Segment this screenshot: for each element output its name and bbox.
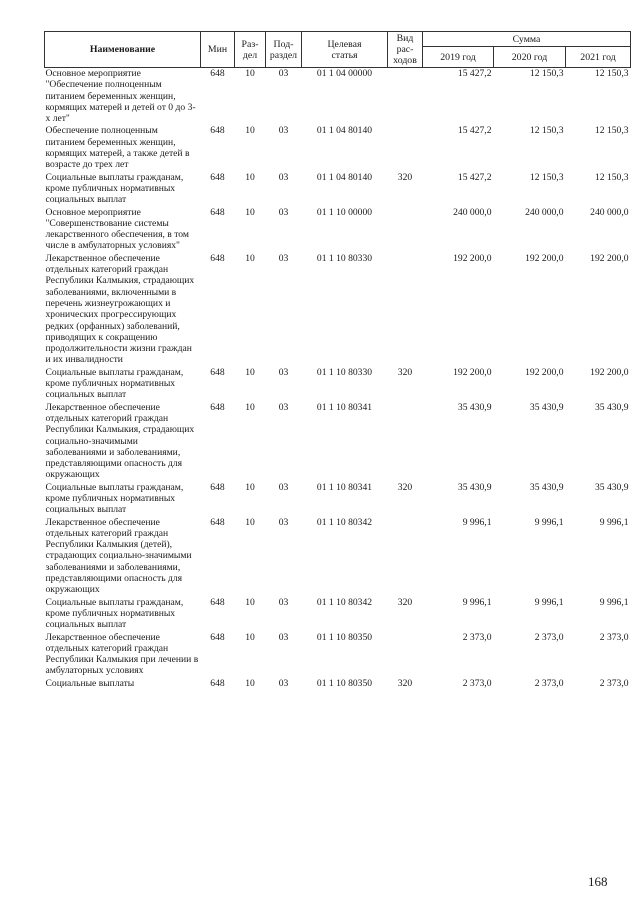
cell-vid: 320	[397, 366, 413, 378]
cell-statya: 01 1 04 80140	[316, 171, 373, 183]
cell-min: 648	[210, 206, 225, 218]
cell-2020: 35 430,9	[529, 481, 564, 493]
table-header	[45, 32, 631, 68]
table-row	[45, 678, 631, 690]
header-statya: Целевая статья	[302, 32, 388, 68]
cell-2020: 9 996,1	[534, 596, 564, 608]
cell-2021: 2 373,0	[599, 677, 629, 689]
cell-razdel: 10	[245, 677, 255, 689]
cell-vid: 320	[397, 596, 413, 608]
cell-2021: 12 150,3	[594, 68, 629, 79]
cell-podrazdel: 03	[278, 252, 289, 264]
table-row	[45, 68, 631, 126]
cell-statya: 01 1 10 80342	[316, 596, 373, 608]
cell-name: Основное мероприятие "Обеспечение полноценным питанием беременных женщин, кормящих матерей и детей от 0 до 3-х лет"	[45, 68, 196, 125]
table-row	[45, 402, 631, 482]
cell-name: Лекарственное обеспечение отдельных категорий граждан Республики Калмыкия при лечении в амбулаторных условиях	[45, 631, 199, 677]
cell-podrazdel: 03	[278, 68, 289, 79]
cell-vid	[388, 402, 423, 482]
cell-2021: 240 000,0	[590, 206, 629, 218]
table-body	[45, 68, 631, 691]
cell-podrazdel: 03	[278, 401, 289, 413]
cell-2019: 9 996,1	[462, 596, 492, 608]
cell-podrazdel: 03	[278, 631, 289, 643]
cell-vid	[388, 517, 423, 597]
cell-2021: 12 150,3	[594, 171, 629, 183]
cell-podrazdel: 03	[278, 596, 289, 608]
cell-2020: 2 373,0	[534, 677, 564, 689]
cell-vid	[388, 632, 423, 678]
cell-2020: 2 373,0	[534, 631, 564, 643]
table-row	[45, 172, 631, 207]
cell-name: Социальные выплаты	[45, 677, 135, 689]
cell-statya: 01 1 10 80341	[316, 481, 373, 493]
table-row	[45, 482, 631, 517]
cell-2020: 12 150,3	[529, 125, 564, 137]
cell-min: 648	[210, 481, 225, 493]
header-year-2019: 2019 год	[423, 47, 494, 68]
cell-min: 648	[210, 631, 225, 643]
cell-2021: 192 200,0	[590, 252, 629, 264]
header-podrazdel: Под- раздел	[266, 32, 302, 68]
cell-2019: 15 427,2	[457, 68, 492, 79]
cell-2021: 2 373,0	[599, 631, 629, 643]
table-row	[45, 597, 631, 632]
cell-razdel: 10	[245, 596, 255, 608]
cell-name: Лекарственное обеспечение отдельных категорий граждан Республики Калмыкия, страдающих социально-значимыми заболеваниями и заболеваниями, представляющими опасность для окружающих	[45, 401, 195, 481]
cell-podrazdel: 03	[278, 677, 289, 689]
cell-podrazdel: 03	[278, 366, 289, 378]
header-year-2020: 2020 год	[494, 47, 566, 68]
cell-statya: 01 1 10 80350	[316, 677, 373, 689]
header-summa: Сумма	[423, 32, 631, 47]
cell-2021: 35 430,9	[594, 401, 629, 413]
header-vid: Вид рас- ходов	[388, 32, 423, 68]
cell-2021: 9 996,1	[599, 596, 629, 608]
cell-2019: 9 996,1	[462, 516, 492, 528]
cell-2020: 192 200,0	[525, 252, 564, 264]
cell-2020: 12 150,3	[529, 68, 564, 79]
cell-name: Лекарственное обеспечение отдельных категорий граждан Республики Калмыкия, страдающих заболеваниями, включенными в перечень жизнеугрожающих и хронических прогрессирующих редких (орфанных) заболеваний, приводящих к сокращению продолжительности жизни граждан и их инвалидности	[45, 252, 195, 366]
cell-razdel: 10	[245, 206, 255, 218]
cell-razdel: 10	[245, 252, 255, 264]
cell-statya: 01 1 10 80341	[316, 401, 373, 413]
cell-vid	[388, 207, 423, 253]
cell-podrazdel: 03	[278, 125, 289, 137]
cell-podrazdel: 03	[278, 516, 289, 528]
cell-2020: 9 996,1	[534, 516, 564, 528]
cell-2020: 35 430,9	[529, 401, 564, 413]
cell-razdel: 10	[245, 125, 255, 137]
cell-name: Социальные выплаты гражданам, кроме публичных нормативных социальных выплат	[45, 596, 184, 631]
cell-podrazdel: 03	[278, 206, 289, 218]
cell-min: 648	[210, 171, 225, 183]
cell-razdel: 10	[245, 481, 255, 493]
table-row	[45, 253, 631, 367]
cell-podrazdel: 03	[278, 481, 289, 493]
cell-2019: 240 000,0	[453, 206, 492, 218]
cell-name: Социальные выплаты гражданам, кроме публичных нормативных социальных выплат	[45, 366, 184, 401]
cell-vid: 320	[397, 171, 413, 183]
cell-2020: 12 150,3	[529, 171, 564, 183]
cell-2019: 192 200,0	[453, 252, 492, 264]
cell-min: 648	[210, 596, 225, 608]
cell-razdel: 10	[245, 631, 255, 643]
cell-vid: 320	[397, 481, 413, 493]
cell-min: 648	[210, 68, 225, 79]
cell-razdel: 10	[245, 68, 255, 79]
table-row	[45, 632, 631, 678]
cell-statya: 01 1 10 80350	[316, 631, 373, 643]
cell-min: 648	[210, 366, 225, 378]
cell-2021: 192 200,0	[590, 366, 629, 378]
cell-statya: 01 1 10 80330	[316, 252, 373, 264]
cell-min: 648	[210, 677, 225, 689]
cell-2020: 240 000,0	[525, 206, 564, 218]
cell-min: 648	[210, 516, 225, 528]
cell-podrazdel: 03	[278, 171, 289, 183]
cell-name: Основное мероприятие "Совершенствование системы лекарственного обеспечения, в том числе в амбулаторных условиях"	[45, 206, 189, 252]
cell-statya: 01 1 10 80330	[316, 366, 373, 378]
cell-statya: 01 1 04 00000	[316, 68, 373, 79]
header-min: Мин	[201, 32, 235, 68]
cell-razdel: 10	[245, 366, 255, 378]
cell-2020: 192 200,0	[525, 366, 564, 378]
cell-statya: 01 1 04 80140	[316, 125, 373, 137]
cell-vid: 320	[397, 677, 413, 689]
cell-name: Социальные выплаты гражданам, кроме публичных нормативных социальных выплат	[45, 171, 184, 206]
header-year-2021: 2021 год	[566, 47, 631, 68]
table-row	[45, 207, 631, 253]
cell-2019: 2 373,0	[462, 631, 492, 643]
cell-2021: 12 150,3	[594, 125, 629, 137]
cell-razdel: 10	[245, 401, 255, 413]
cell-2021: 9 996,1	[599, 516, 629, 528]
budget-table	[44, 31, 631, 690]
header-razdel: Раз- дел	[235, 32, 266, 68]
cell-statya: 01 1 10 00000	[316, 206, 373, 218]
header-name: Наименование	[45, 32, 201, 68]
cell-name: Лекарственное обеспечение отдельных категорий граждан Республики Калмыкия (детей), страдающих социально-значимыми заболеваниями и заболеваниями, представляющими опасность для окружающих	[45, 516, 192, 596]
cell-razdel: 10	[245, 516, 255, 528]
cell-vid	[388, 68, 423, 126]
table-row	[45, 517, 631, 597]
cell-2021: 35 430,9	[594, 481, 629, 493]
table-row	[45, 367, 631, 402]
cell-vid	[388, 125, 423, 171]
cell-2019: 35 430,9	[457, 481, 492, 493]
cell-2019: 15 427,2	[457, 125, 492, 137]
cell-statya: 01 1 10 80342	[316, 516, 373, 528]
cell-2019: 35 430,9	[457, 401, 492, 413]
cell-2019: 15 427,2	[457, 171, 492, 183]
cell-name: Обеспечение полноценным питанием беременных женщин, кормящих матерей, а также детей в возрасте до трех лет	[45, 125, 190, 171]
page-number: 168	[588, 874, 608, 889]
cell-min: 648	[210, 401, 225, 413]
cell-vid	[388, 253, 423, 367]
cell-razdel: 10	[245, 171, 255, 183]
table-row	[45, 125, 631, 171]
cell-name: Социальные выплаты гражданам, кроме публичных нормативных социальных выплат	[45, 481, 184, 516]
cell-min: 648	[210, 125, 225, 137]
cell-2019: 2 373,0	[462, 677, 492, 689]
cell-min: 648	[210, 252, 225, 264]
cell-2019: 192 200,0	[453, 366, 492, 378]
